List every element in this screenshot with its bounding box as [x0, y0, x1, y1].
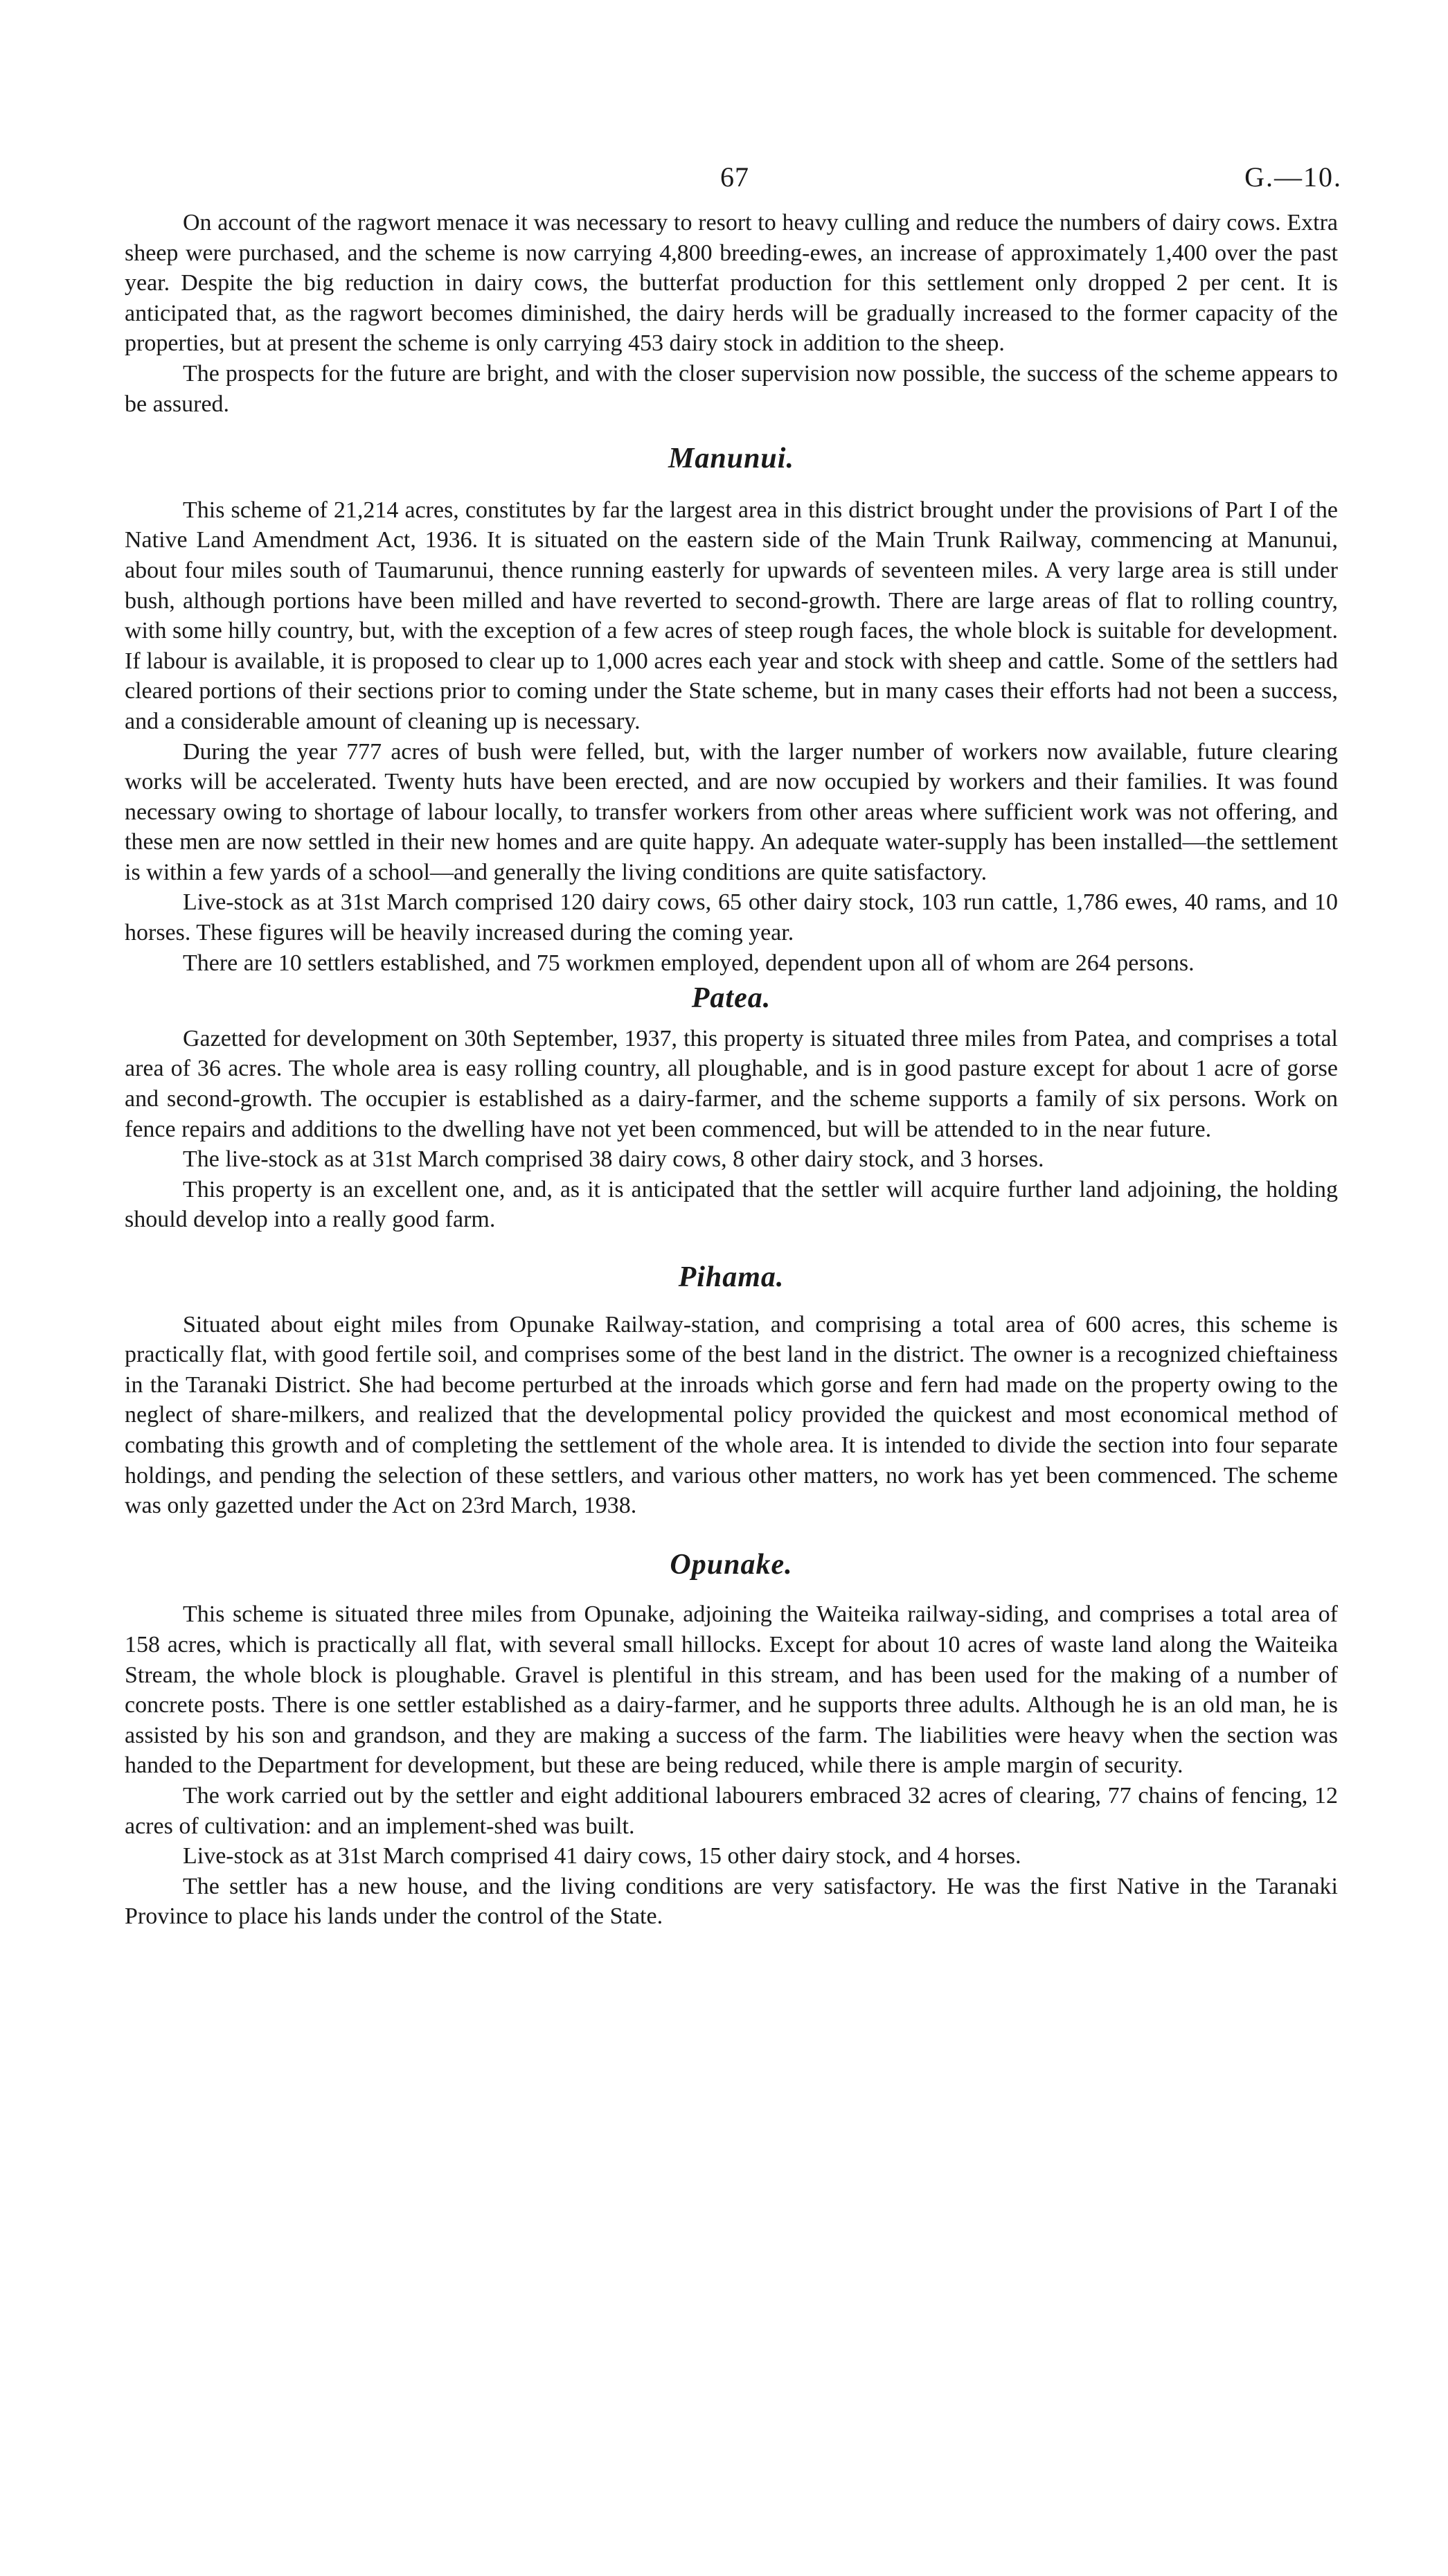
paragraph: Situated about eight miles from Opunake Railway-station, and comprising a total area of 600 acres, this scheme is practically flat, with good fertile soil, and comprises some of the best land in the district. The owner is a recognized chieftainess in the Taranaki District. She had become perturbed at the inroads which gorse and fern had made on the property owing to the neglect of share-milkers, and realized that the developmental policy provided the quickest and most economical method of combating this growth and of completing the settlement of the whole area. It is intended to divide the section into four separate holdings, and pending the selection of these settlers, and various other matters, no work has yet been commenced. The scheme was only gazetted under the Act on 23rd March, 1938. [125, 1311, 1338, 1519]
paragraph: On account of the ragwort menace it was necessary to resort to heavy culling and reduce the numbers of dairy cows. Extra sheep were purchased, and the scheme is now carrying 4,800 breeding-ewes, an increase of approximately 1,400 over the past year. Despite the big reduction in dairy cows, the butterfat production for this settlement only dropped 2 per cent. It is anticipated that, as the ragwort becomes diminished, the dairy herds will be gradually increased to the former capacity of the properties, but at present the scheme is only carrying 453 dairy stock in addition to the sheep. [125, 210, 1338, 357]
intro-section [125, 208, 1338, 419]
document-body [125, 208, 1338, 1932]
paragraph: During the year 777 acres of bush were felled, but, with the larger number of workers now available, future clearing works will be accelerated. Twenty huts have been erected, and are now occupied by workers and their families. It was found necessary owing to shortage of labour locally, to transfer workers from other areas where sufficient work was not offering, and these men are now settled in their new homes and are quite happy. An adequate water-supply has been installed—the settlement is within a few yards of a school—and generally the living conditions are quite satisfactory. [125, 738, 1338, 885]
page-number: 67 [720, 161, 749, 193]
paragraph: There are 10 settlers established, and 75 workmen employed, dependent upon all of whom are 264 persons. [183, 950, 1195, 976]
paragraph: This property is an excellent one, and, as it is anticipated that the settler will acquire further land adjoining, the holding should develop into a really good farm. [125, 1176, 1338, 1233]
section-manunui [125, 495, 1338, 979]
page-header [125, 0, 1342, 208]
paragraph: Gazetted for development on 30th September, 1937, this property is situated three miles from Patea, and comprises a total area of 36 acres. The whole area is easy rolling country, all ploughable, and is in good pasture except for about 1 acre of gorse and second-growth. The occupier is established as a dairy-farmer, and the scheme supports a family of six persons. Work on fence repairs and additions to the dwelling have not yet been commenced, but will be attended to in the near future. [125, 1025, 1338, 1142]
section-heading-patea: Patea. [691, 982, 771, 1015]
paragraph: The settler has a new house, and the living conditions are very satisfactory. He was the first Native in the Taranaki Province to place his lands under the control of the State. [125, 1873, 1338, 1930]
section-opunake [125, 1599, 1338, 1932]
paragraph: The live-stock as at 31st March comprised 38 dairy cows, 8 other dairy stock, and 3 horses. [183, 1146, 1044, 1173]
section-heading-pihama: Pihama. [678, 1261, 785, 1293]
section-patea [125, 1024, 1338, 1235]
section-heading-manunui: Manunui. [668, 443, 794, 475]
paragraph: This scheme of 21,214 acres, constitutes by far the largest area in this district brought under the provisions of Part I of the Native Land Amendment Act, 1936. It is situated on the eastern side of the Main Trunk Railway, commencing at Manunui, about four miles south of Taumarunui, thence running easterly for upwards of seventeen miles. A very large area is still under bush, although portions have been milled and have reverted to second-growth. There are large areas of flat to rolling country, with some hilly country, but, with the exception of a few acres of steep rough faces, the whole block is suitable for development. If labour is available, it is proposed to clear up to 1,000 acres each year and stock with sheep and cattle. Some of the settlers had cleared portions of their sections prior to coming under the State scheme, but in many cases their efforts had not been a success, and a considerable amount of cleaning up is necessary. [125, 497, 1338, 734]
paragraph: This scheme is situated three miles from Opunake, adjoining the Waiteika railway-siding, and comprises a total area of 158 acres, which is practically all flat, with several small hillocks. Except for about 10 acres of waste land along the Waiteika Stream, the whole block is ploughable. Gravel is plentiful in this stream, and has been used for the making of a number of concrete posts. There is one settler established as a dairy-farmer, and he supports three adults. Although he is an old man, he is assisted by his son and grandson, and they are making a success of the farm. The liabilities were heavy when the section was handed to the Department for development, but these are being reduced, while there is ample margin of security. [125, 1601, 1338, 1779]
document-page [125, 0, 1342, 1932]
document-reference: G.—10. [1244, 161, 1342, 193]
paragraph: Live-stock as at 31st March comprised 120 dairy cows, 65 other dairy stock, 103 run cattle, 1,786 ewes, 40 rams, and 10 horses. These figures will be heavily increased during the coming year. [125, 889, 1338, 946]
section-heading-opunake: Opunake. [670, 1548, 793, 1581]
paragraph: The prospects for the future are bright, and with the closer supervision now possible, the success of the scheme appears to be assured. [125, 360, 1338, 417]
paragraph: Live-stock as at 31st March comprised 41 dairy cows, 15 other dairy stock, and 4 horses. [183, 1843, 1021, 1869]
paragraph: The work carried out by the settler and eight additional labourers embraced 32 acres of clearing, 77 chains of fencing, 12 acres of cultivation: and an implement-shed was built. [125, 1782, 1338, 1839]
section-pihama [125, 1310, 1338, 1521]
